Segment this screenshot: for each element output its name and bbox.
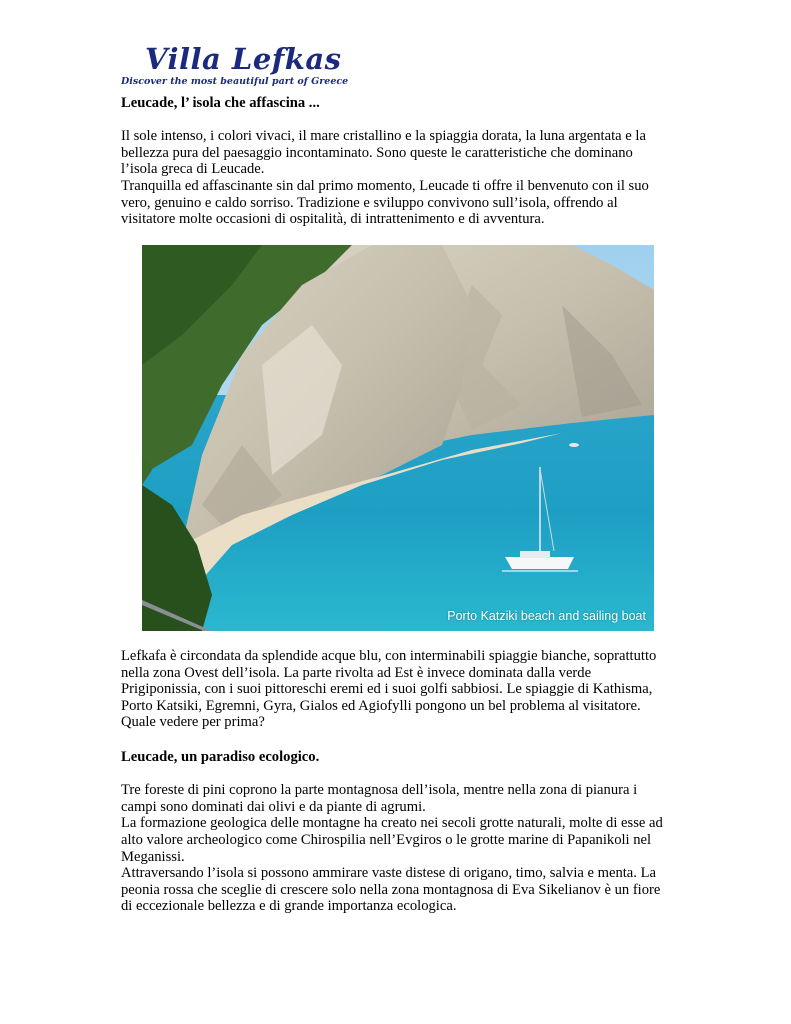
paragraph-line: Prigiponissia, con i suoi pittoreschi eremi ed i suoi golfi sabbiosi. Le spiaggie di Kathisma, [121, 681, 653, 698]
paragraph-line: Lefkafa è circondata da splendide acque blu, con interminabili spiaggie bianche, soprattutto [121, 648, 657, 664]
photo-illustration [142, 245, 654, 631]
spacer [121, 766, 681, 783]
paragraph-line: visitatore molte occasioni di ospitalità, di intrattenimento e di avventura. [121, 211, 545, 228]
porto-katziki-photo [142, 245, 654, 631]
paragraph-line: Tre foreste di pini coprono la parte montagnosa dell’isola, mentre nella zona di pianura i [121, 782, 638, 799]
paragraph-line: Quale vedere per prima? [121, 714, 265, 731]
paragraph-line: alto valore archeologico come Chirospilia nell’Evgiros o le grotte marine di Papanikoli nel [121, 831, 652, 848]
paragraph-line: La formazione geologica delle montagne ha creato nei secoli grotte naturali, molte di esse ad [121, 815, 663, 832]
logo-title: Villa Lefkas [145, 42, 342, 76]
spacer [121, 112, 681, 129]
section-heading: Leucade, l’ isola che affascina ... [121, 95, 320, 111]
paragraph-line: Porto Katsiki, Egremni, Gyra, Gialos ed Agiofylli pongono un bel problema al visitatore. [121, 697, 641, 714]
section-intro [121, 95, 681, 228]
villa-lefkas-logo [121, 42, 349, 92]
paragraph-line: Attraversando l’isola si possono ammirare vaste distese di origano, timo, salvia e menta. La [121, 865, 656, 882]
photo-caption: Porto Katziki beach and sailing boat [447, 609, 646, 623]
paragraph-line: Il sole intenso, i colori vivaci, il mare cristallino e la spiaggia dorata, la luna argentata e la [121, 128, 646, 145]
paragraph-line: bellezza pura del paesaggio incontaminato. Sono queste le caratteristiche che dominano [121, 144, 633, 161]
section-heading: Leucade, un paradiso ecologico. [121, 749, 320, 765]
paragraph-line: Meganissi. [121, 848, 185, 865]
paragraph-line: peonia rossa che sceglie di crescere solo nella zona montagnosa di Eva Sikelianov è un fiore [121, 881, 661, 898]
paragraph-line: campi sono dominati dai olivi e da piante di agrumi. [121, 798, 426, 815]
paragraph-line: vero, genuino e caldo sorriso. Tradizione e sviluppo convivono sull’isola, offrendo al [121, 194, 618, 211]
section-beaches [121, 648, 681, 731]
paragraph-line: l’isola greca di Leucade. [121, 161, 265, 178]
logo-tagline: Discover the most beautiful part of Greece [121, 76, 349, 87]
paragraph-line: di eccezionale bellezza e di grande importanza ecologica. [121, 898, 457, 915]
paragraph-line: Tranquilla ed affascinante sin dal primo momento, Leucade ti offre il benvenuto con il suo [121, 177, 649, 194]
section-ecology [121, 749, 681, 915]
paragraph-line: nella zona Ovest dell’isola. La parte rivolta ad Est è invece dominata dalla verde [121, 664, 592, 681]
